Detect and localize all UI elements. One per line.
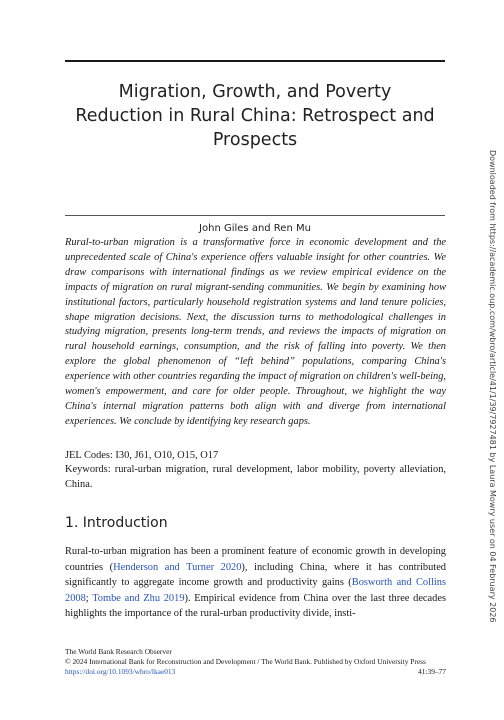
top-rule [65, 60, 445, 62]
intro-text-3: ). Empirical evidence from China over the last three decades highlights the importance of the rural-urban productivity divide, insti- [65, 592, 447, 620]
article-title [60, 80, 450, 152]
author-list: John Giles and Ren Mu [199, 223, 311, 234]
abstract: Rural-to-urban migration is a transformative force in economic development and the unprecedented scale of China's experience offers valuable insight for other countries. We draw comparisons with international findings as we review empirical evidence on the impacts of migration on rural migrant-sending communities. We begin by examining how institutional factors, particularly household registration systems and land tenure policies, shape migration decisions. Next, the discussion turns to methodological challenges in studying migration, presents long-term trends, and reviews the impacts of migration on rural household earnings, consumption, and the risk of falling into poverty. We then explore the global phenomenon of “left behind” populations, comparing China's experience with other countries regarding the impact of migration on children's well-being, women's empowerment, and care for older people. Throughout, we highlight the way China's internal migration patterns both align with and diverge from international experiences. We conclude by identifying key research gaps. [65, 237, 446, 427]
page-footer [65, 647, 446, 677]
citation-bosworth-collins[interactable]: Bosworth and Collins 2008 [65, 577, 446, 604]
footer-doi-row [65, 667, 446, 677]
title-divider [65, 215, 445, 216]
section-heading-introduction: 1. Introduction [65, 515, 168, 531]
doi-link[interactable]: https://doi.org/10.1093/wbro/lkae013 [65, 667, 176, 676]
page-range: 41:39–77 [418, 667, 446, 676]
intro-text-2: ), including China, where it has contributed significantly to aggregate income growth and productivity gains ( [65, 561, 446, 589]
journal-name: The World Bank Research Observer [65, 647, 172, 656]
citation-henderson-turner[interactable]: Henderson and Turner 2020 [113, 561, 242, 573]
title-line-2: Reduction in Rural China: Retrospect and [75, 106, 435, 126]
title-line-1: Migration, Growth, and Poverty [118, 82, 392, 102]
download-watermark: Downloaded from https://academic.oup.com/wbro/article/41/1/39/7927481 by Laura Mowry user on 04 February 2026 [488, 150, 497, 623]
keywords: Keywords: rural-urban migration, rural development, labor mobility, poverty alleviation, China. [65, 464, 446, 490]
title-line-3: Prospects [212, 130, 298, 150]
citation-tombe-zhu[interactable]: Tombe and Zhu 2019 [92, 592, 185, 604]
intro-text-1: Rural-to-urban migration has been a prominent feature of economic growth in developing countries ( [65, 546, 446, 573]
intro-paragraph [65, 544, 446, 622]
copyright-notice: © 2024 International Bank for Reconstruction and Development / The World Bank. Published by Oxford University Press [65, 657, 426, 666]
citation-separator: ; [85, 592, 93, 604]
jel-codes: JEL Codes: I30, J61, O10, O15, O17 [65, 450, 219, 461]
